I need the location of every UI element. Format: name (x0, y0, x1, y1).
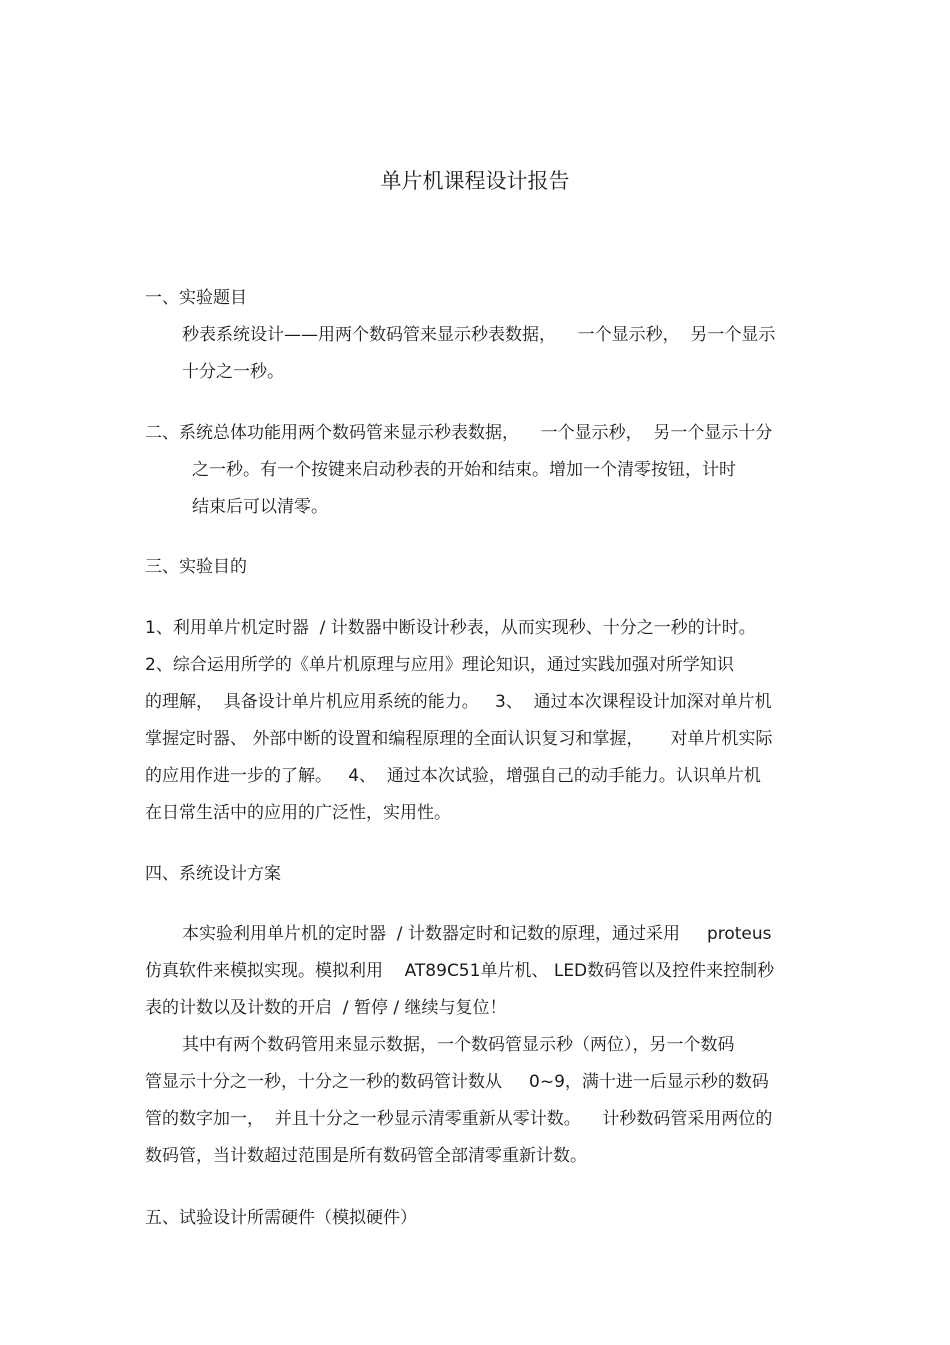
section-4-line: 其中有两个数码管用来显示数据，一个数码管显示秒（两位），另一个数码 (182, 1035, 735, 1055)
page-title: 单片机课程设计报告 (380, 169, 570, 193)
section-4-line: 本实验利用单片机的定时器 / 计数器定时和记数的原理，通过采用 proteus (182, 924, 772, 944)
section-1-line: 秒表系统设计——用两个数码管来显示秒表数据， 一个显示秒， 另一个显示 (182, 325, 776, 345)
section-5-heading: 五、试验设计所需硬件（模拟硬件） (145, 1208, 417, 1228)
section-2-line: 二、系统总体功能用两个数码管来显示秒表数据， 一个显示秒， 另一个显示十分 (145, 423, 773, 443)
section-4-line: 数码管，当计数超过范围是所有数码管全部清零重新计数。 (145, 1146, 587, 1166)
section-3-heading: 三、实验目的 (145, 557, 247, 577)
section-3-line: 1、利用单片机定时器 / 计数器中断设计秒表，从而实现秒、十分之一秒的计时。 (145, 618, 756, 638)
section-3-line: 在日常生活中的应用的广泛性，实用性。 (145, 803, 451, 823)
section-3-line: 掌握定时器、 外部中断的设置和编程原理的全面认识复习和掌握， 对单片机实际 (145, 729, 773, 749)
section-4-line: 管显示十分之一秒，十分之一秒的数码管计数从 0~9，满十进一后显示秒的数码 (145, 1072, 769, 1092)
section-3-line: 的理解， 具备设计单片机应用系统的能力。 3、 通过本次课程设计加深对单片机 (145, 692, 772, 712)
section-4-line: 仿真软件来模拟实现。模拟利用 AT89C51单片机、 LED数码管以及控件来控制秒 (145, 961, 775, 981)
section-1-heading: 一、实验题目 (145, 288, 247, 308)
section-3-line: 的应用作进一步的了解。 4、 通过本次试验，增强自己的动手能力。认识单片机 (145, 766, 761, 786)
section-4-line: 管的数字加一， 并且十分之一秒显示清零重新从零计数。 计秒数码管采用两位的 (145, 1109, 773, 1129)
section-2-line: 结束后可以清零。 (192, 497, 328, 517)
section-2-line: 之一秒。有一个按键来启动秒表的开始和结束。增加一个清零按钮，计时 (192, 460, 736, 480)
section-1-line: 十分之一秒。 (182, 362, 284, 382)
section-3-line: 2、综合运用所学的《单片机原理与应用》理论知识，通过实践加强对所学知识 (145, 655, 734, 675)
section-4-line: 表的计数以及计数的开启 / 暂停 / 继续与复位！ (145, 998, 507, 1018)
section-4-heading: 四、系统设计方案 (145, 864, 281, 884)
